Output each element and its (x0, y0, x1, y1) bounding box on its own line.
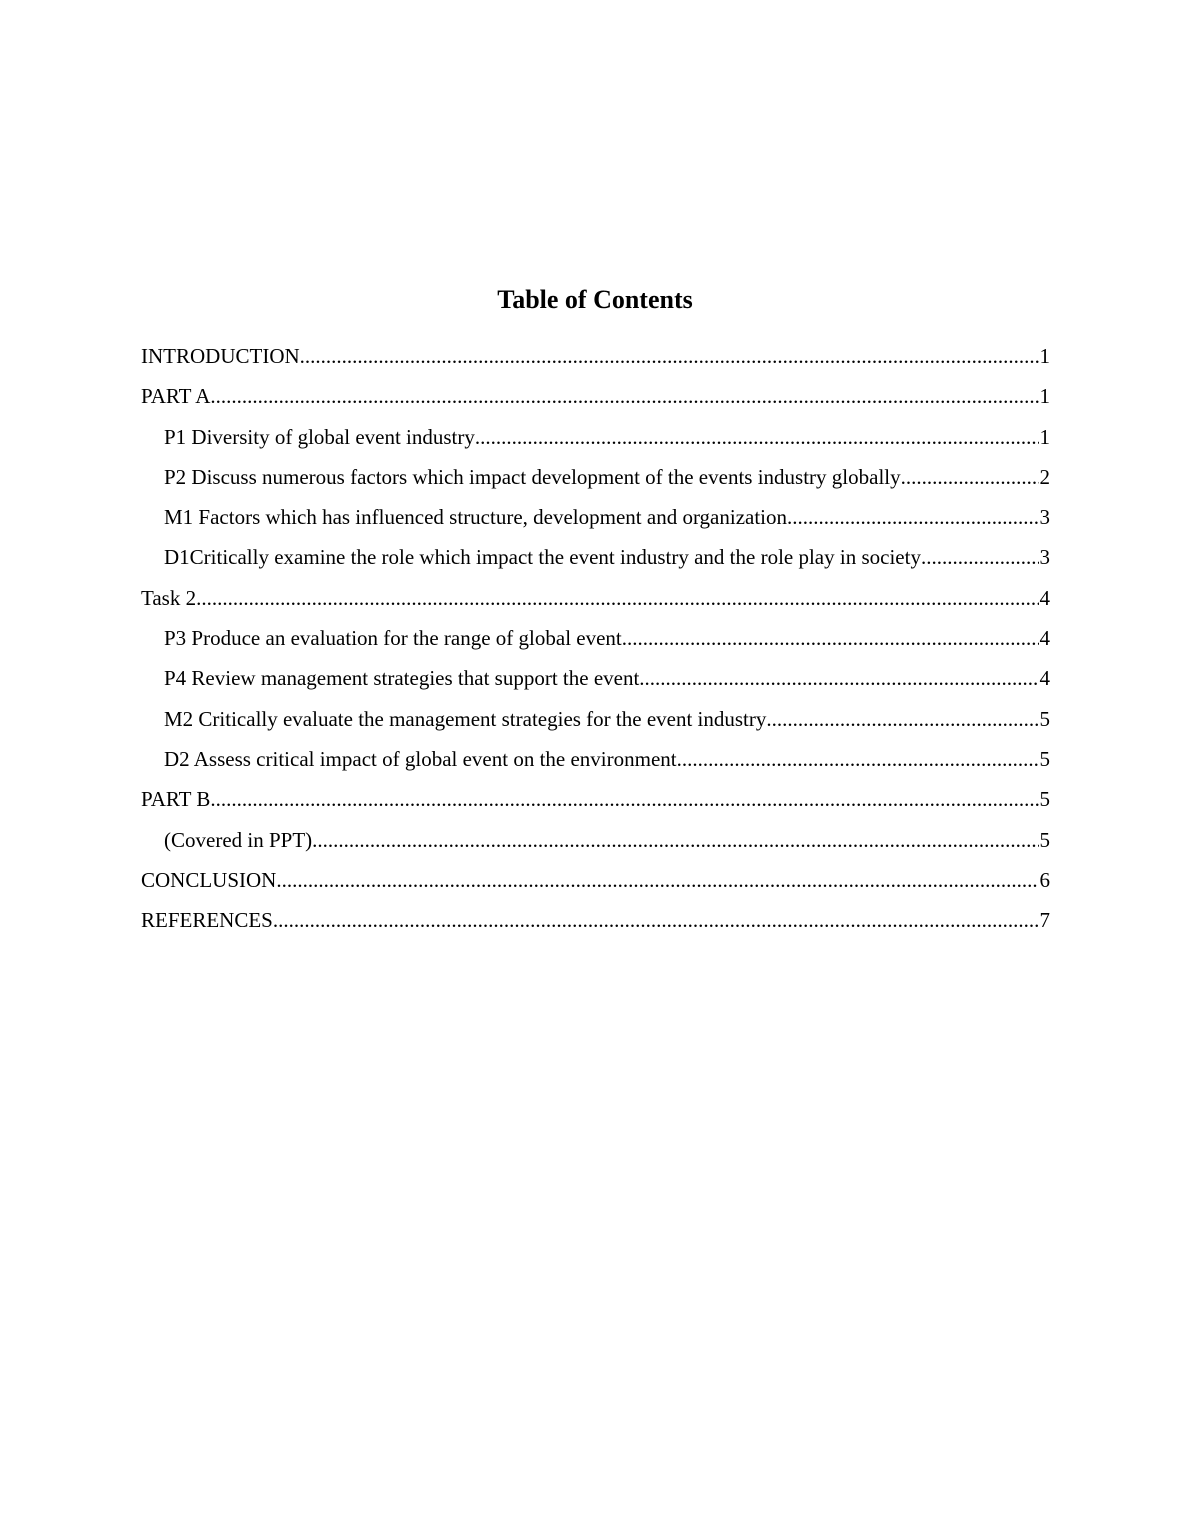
dot-leader (196, 584, 1038, 612)
dot-leader (300, 342, 1039, 370)
dot-leader (787, 503, 1038, 531)
toc-entry[interactable] (141, 785, 1050, 825)
dot-leader (210, 785, 1038, 813)
toc-entry[interactable] (141, 866, 1050, 906)
toc-entry-label: PART A (141, 384, 211, 409)
toc-entry-label: D2 Assess critical impact of global event on the environment (164, 746, 677, 771)
dot-leader (622, 624, 1039, 652)
toc-page-number: 6 (1039, 867, 1050, 892)
toc-entry-label: M1 Factors which has influenced structure, development and organization (164, 505, 788, 530)
toc-entry-label: (Covered in PPT) (164, 827, 313, 852)
toc-page-number: 5 (1039, 746, 1050, 771)
toc-entry-label: P2 Discuss numerous factors which impact development of the events industry globally (164, 464, 901, 489)
toc-entry-label: P4 Review management strategies that support the event (164, 666, 640, 691)
dot-leader (475, 423, 1039, 451)
toc-page-number: 1 (1039, 344, 1050, 368)
toc-entry[interactable] (141, 584, 1050, 624)
toc-entry[interactable] (141, 503, 1050, 543)
dot-leader (273, 906, 1039, 934)
toc-entry[interactable] (141, 906, 1050, 946)
dot-leader (210, 382, 1038, 410)
toc-entry-label: P1 Diversity of global event industry (164, 424, 475, 449)
dot-leader (766, 705, 1038, 733)
toc-entry[interactable] (141, 382, 1050, 422)
toc-entry[interactable] (141, 705, 1050, 745)
toc-entry-label: P3 Produce an evaluation for the range of global event (164, 626, 622, 651)
toc-page-number: 5 (1039, 706, 1050, 731)
dot-leader (312, 826, 1038, 854)
toc-page-number: 5 (1039, 827, 1050, 852)
toc-entry-label: PART B (141, 787, 211, 812)
dot-leader (901, 463, 1039, 491)
dot-leader (639, 664, 1038, 692)
toc-entry[interactable] (141, 463, 1050, 503)
toc-page-number: 5 (1039, 787, 1050, 812)
toc-page-number: 4 (1039, 585, 1050, 610)
toc-page-number: 4 (1039, 626, 1050, 651)
toc-page-number: 3 (1039, 505, 1050, 530)
toc-page-number: 4 (1039, 666, 1050, 691)
toc-page-number: 1 (1039, 384, 1050, 409)
toc-entry[interactable] (141, 342, 1050, 382)
toc-page-number: 7 (1039, 908, 1050, 933)
toc-entry[interactable] (141, 624, 1050, 664)
toc-entry-label: CONCLUSION (141, 867, 277, 892)
dot-leader (921, 543, 1039, 571)
toc-page-number: 2 (1039, 464, 1050, 489)
toc-page-number: 1 (1039, 424, 1050, 449)
toc-page-number: 3 (1039, 545, 1050, 570)
page-title: Table of Contents (497, 285, 693, 314)
toc-entry[interactable] (141, 826, 1050, 866)
dot-leader (276, 866, 1038, 894)
toc-entry[interactable] (141, 664, 1050, 704)
dot-leader (677, 745, 1039, 773)
toc-entry-label: INTRODUCTION (141, 344, 300, 368)
toc-entry-label: M2 Critically evaluate the management strategies for the event industry (164, 706, 767, 731)
toc-entry[interactable] (141, 423, 1050, 463)
toc-entry[interactable] (141, 543, 1050, 583)
toc-entry-label: Task 2 (141, 585, 197, 610)
table-of-contents (141, 342, 1050, 946)
toc-entry-label: REFERENCES (141, 908, 273, 933)
toc-entry-label: D1Critically examine the role which impact the event industry and the role play in society (164, 545, 921, 570)
toc-entry[interactable] (141, 745, 1050, 785)
